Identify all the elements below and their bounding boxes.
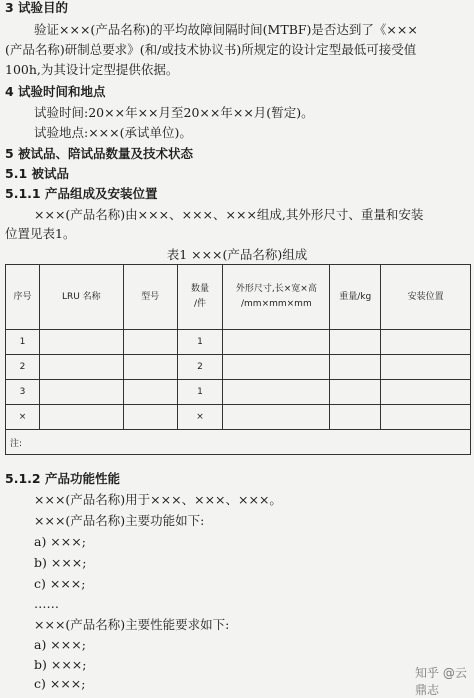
section-3-text-line-3: 100h,为其设计定型提供依据。 [5, 62, 179, 77]
cell-dimensions [223, 355, 330, 380]
table-note-row [6, 430, 471, 455]
section-5-heading: 5 被试品、陪试品数量及技术状态 [5, 146, 194, 161]
performance-item-a: a) ×××; [34, 637, 86, 652]
cell-model [123, 380, 177, 405]
header-serial-no: 序号 [6, 265, 40, 330]
cell-quantity: × [177, 405, 223, 430]
function-item-a: a) ×××; [34, 534, 86, 549]
cell-serial-no: 2 [6, 355, 40, 380]
header-quantity-line-1: 数量 [190, 284, 209, 294]
cell-quantity: 1 [177, 380, 223, 405]
header-dimensions-line-1: 外形尺寸,长×宽×高 [235, 284, 317, 294]
table-row [6, 355, 471, 380]
section-5-1-2-heading: 5.1.2 产品功能性能 [5, 471, 120, 486]
cell-serial-no: 3 [6, 380, 40, 405]
cell-lru-name [39, 405, 123, 430]
product-composition-table [5, 264, 471, 455]
cell-lru-name [39, 380, 123, 405]
section-5-1-1-heading: 5.1.1 产品组成及安装位置 [5, 186, 158, 201]
cell-serial-no: × [6, 405, 40, 430]
performance-item-c: c) ×××; [34, 676, 86, 691]
cell-model [123, 330, 177, 355]
table-row [6, 380, 471, 405]
section-5-1-heading: 5.1 被试品 [5, 166, 69, 181]
header-quantity-line-2: /件 [193, 299, 206, 309]
zhihu-watermark: 知乎 @云鼎志 [415, 666, 467, 697]
composition-text-line-2: 位置见表1。 [5, 226, 76, 241]
table-1-caption: 表1 ×××(产品名称)组成 [166, 247, 308, 262]
cell-lru-name [39, 355, 123, 380]
performance-item-b: b) ×××; [34, 657, 87, 672]
composition-text-line-1: ×××(产品名称)由×××、×××、×××组成,其外形尺寸、重量和安装 [34, 207, 424, 222]
cell-weight [330, 355, 381, 380]
table-note: 注: [6, 430, 471, 455]
header-weight: 重量/kg [330, 265, 381, 330]
ellipsis-line: …… [34, 596, 59, 611]
header-model: 型号 [123, 265, 177, 330]
table-row [6, 330, 471, 355]
cell-model [123, 405, 177, 430]
table-row [6, 405, 471, 430]
cell-dimensions [223, 330, 330, 355]
cell-quantity: 2 [177, 355, 223, 380]
cell-install-position [381, 355, 471, 380]
cell-weight [330, 380, 381, 405]
cell-install-position [381, 380, 471, 405]
cell-lru-name [39, 330, 123, 355]
cell-install-position [381, 330, 471, 355]
section-3-text-line-1: 验证×××(产品名称)的平均故障间隔时间(MTBF)是否达到了《××× [34, 22, 418, 37]
table-header-row [6, 265, 471, 330]
function-item-c: c) ×××; [34, 576, 86, 591]
product-use-line: ×××(产品名称)用于×××、×××、×××。 [34, 492, 282, 507]
header-quantity [177, 265, 223, 330]
header-dimensions-line-2: /mm×mm×mm [241, 299, 312, 309]
cell-quantity: 1 [177, 330, 223, 355]
header-install-position: 安装位置 [381, 265, 471, 330]
cell-serial-no: 1 [6, 330, 40, 355]
cell-install-position [381, 405, 471, 430]
cell-weight [330, 330, 381, 355]
performance-intro-line: ×××(产品名称)主要性能要求如下: [34, 617, 230, 632]
function-intro-line: ×××(产品名称)主要功能如下: [34, 513, 205, 528]
cell-model [123, 355, 177, 380]
test-time-line: 试验时间:20××年××月至20××年××月(暂定)。 [34, 105, 314, 120]
section-3-heading: 3 试验目的 [5, 0, 69, 15]
cell-dimensions [223, 405, 330, 430]
cell-dimensions [223, 380, 330, 405]
section-3-text-line-2: (产品名称)研制总要求》(和/或技术协议书)所规定的设计定型最低可接受值 [5, 42, 417, 57]
test-place-line: 试验地点:×××(承试单位)。 [34, 125, 192, 140]
header-lru-name: LRU 名称 [39, 265, 123, 330]
section-4-heading: 4 试验时间和地点 [5, 84, 106, 99]
cell-weight [330, 405, 381, 430]
header-dimensions [223, 265, 330, 330]
function-item-b: b) ×××; [34, 555, 87, 570]
